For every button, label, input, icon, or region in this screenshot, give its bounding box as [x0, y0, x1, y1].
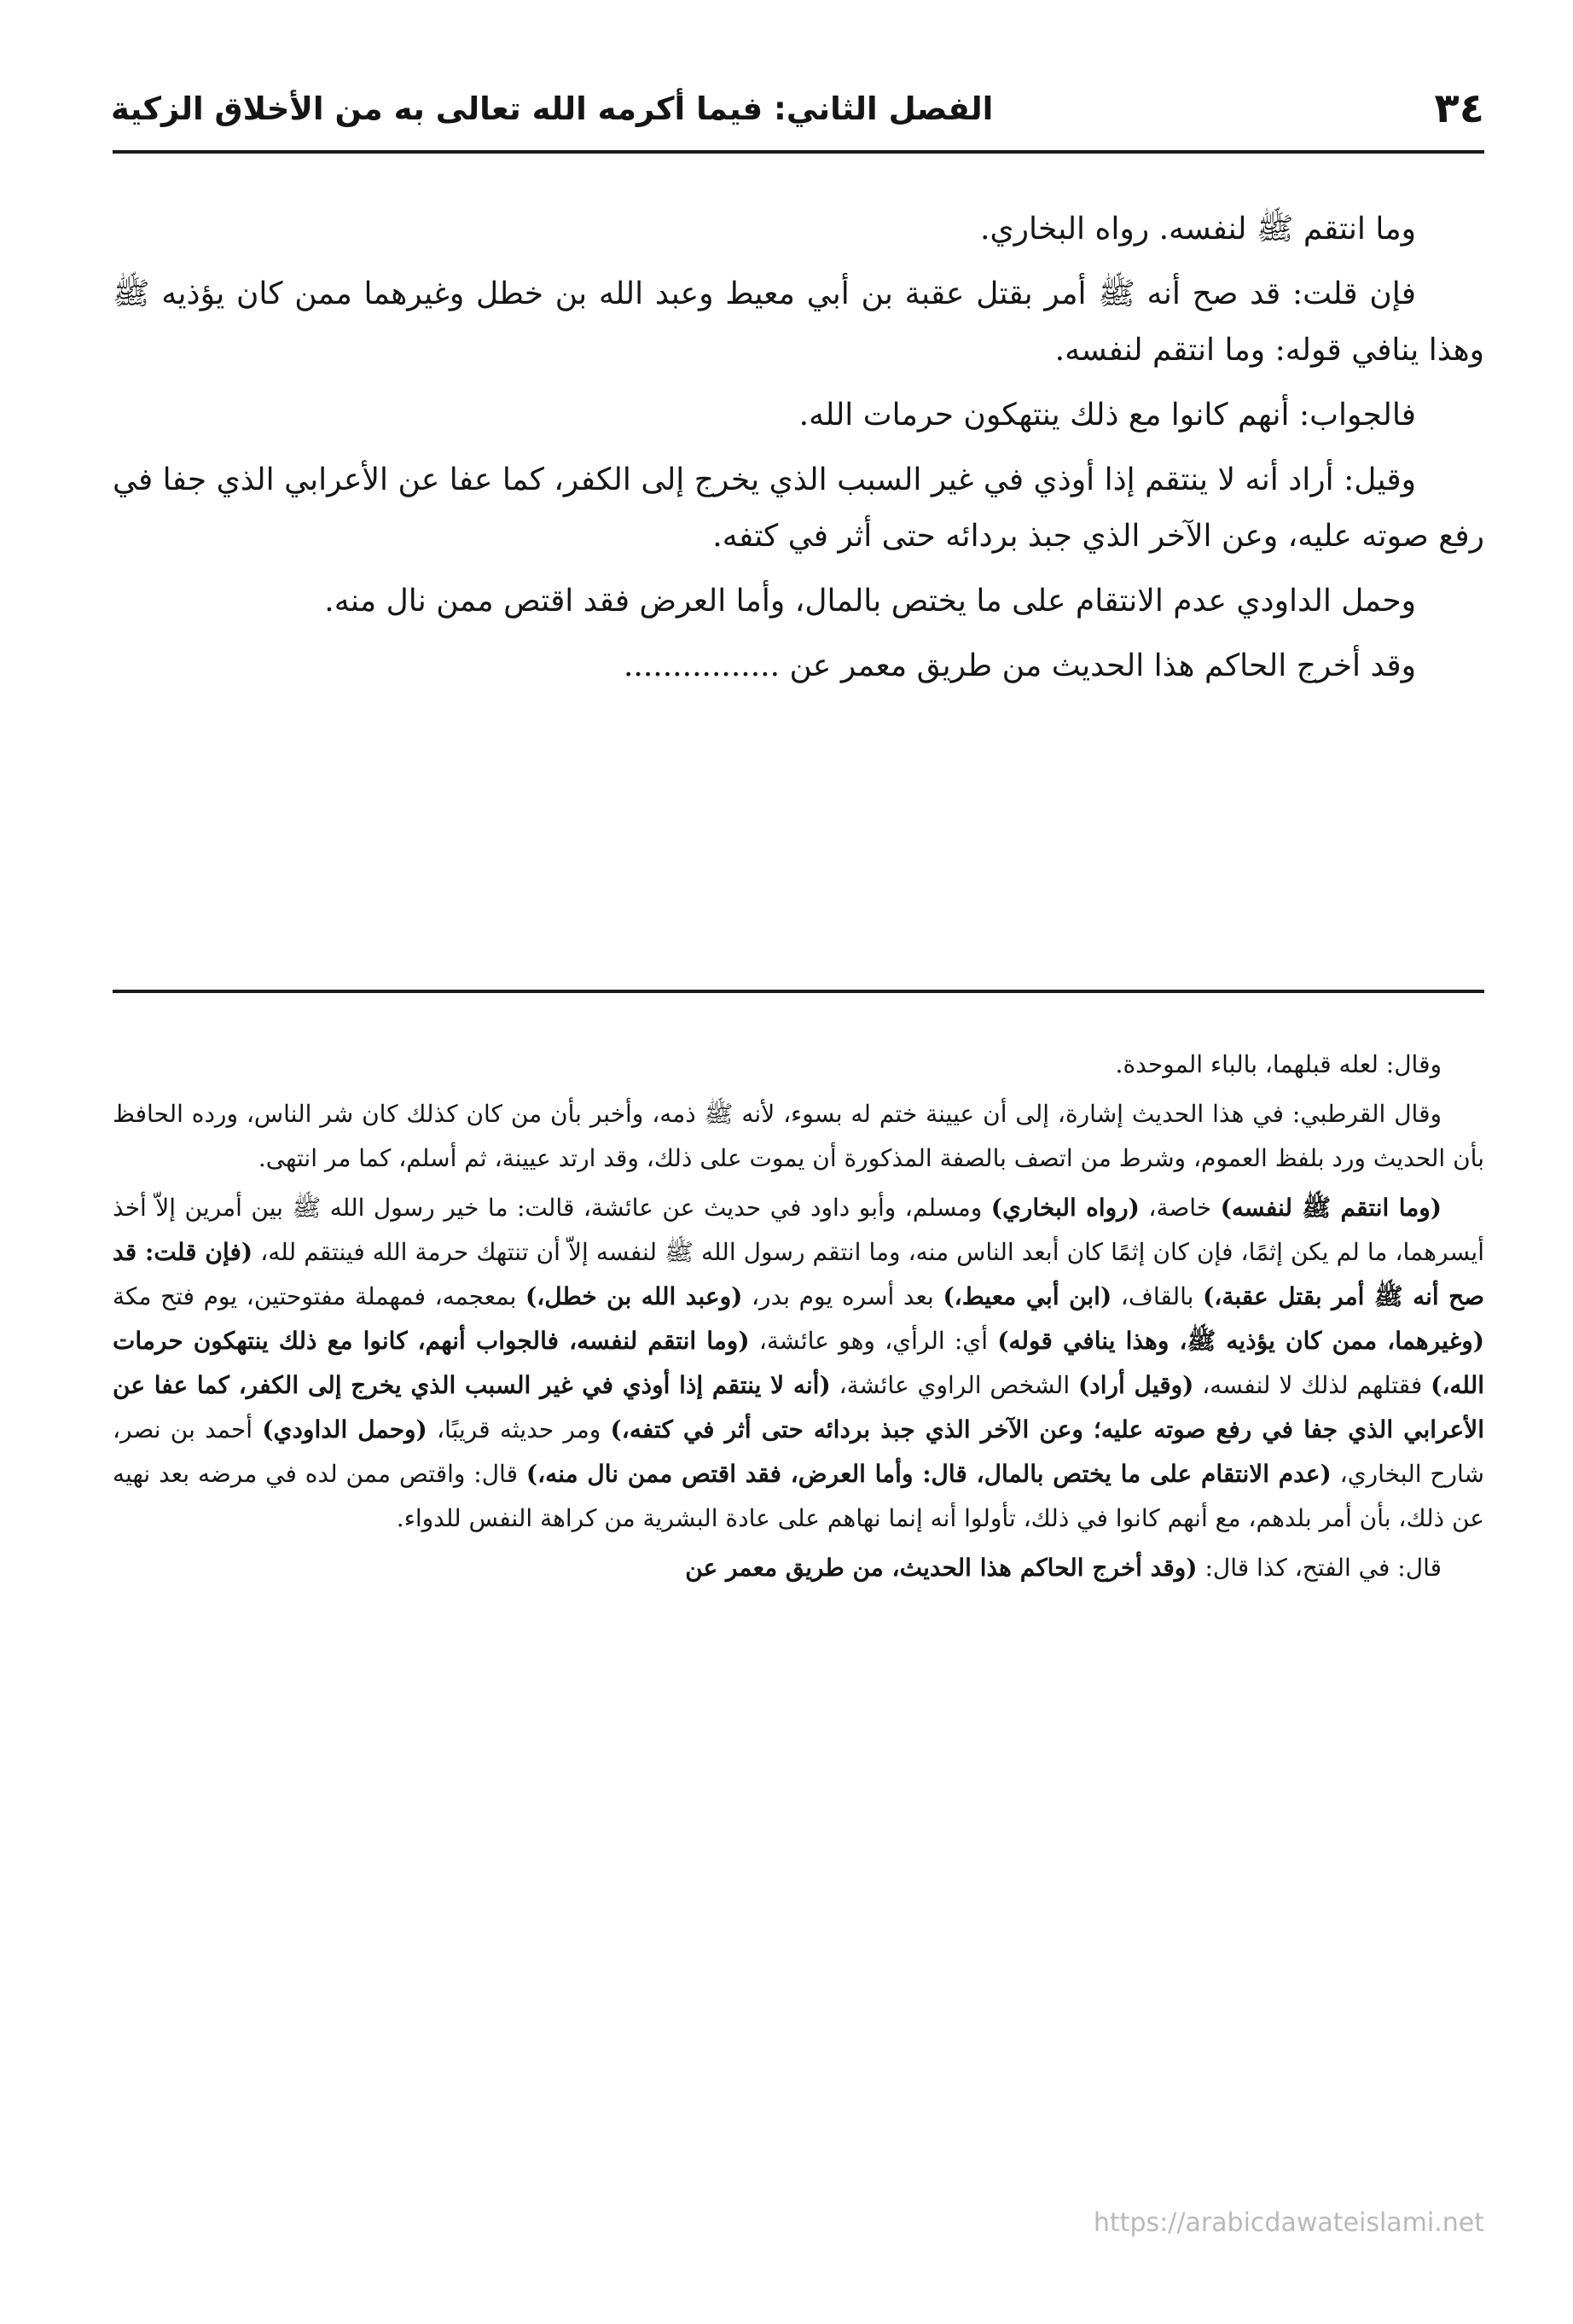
quoted-matn-text: (ابن أبي معيط،) [943, 1282, 1112, 1310]
commentary-run: بعد أسره يوم بدر، [742, 1282, 943, 1310]
commentary-run: قال: واقتص ممن لده في مرضه بعد نهيه عن ذلك، بأن أمر بلدهم، مع أنهم كانوا في ذلك، تأولوا أنه إنما نهاهم على عادة البشرية من كراهة النفس للدواء. [113, 1460, 1484, 1532]
commentary-paragraph [113, 1092, 1484, 1181]
quoted-matn-text: (وقد أخرج الحاكم هذا الحديث، من طريق معمر عن [685, 1554, 1198, 1582]
commentary-run: ومر حديثه قريبًا، [427, 1415, 611, 1444]
page-number: ٣٤ [1434, 84, 1484, 132]
matn-text [113, 201, 1484, 703]
commentary-run: أي: الرأي، وهو عائشة، [749, 1327, 998, 1355]
watermark-url: https://arabicdawateislami.net [1093, 2208, 1484, 2238]
commentary-paragraph [113, 1186, 1484, 1541]
quoted-matn-text: (وقيل أراد) [1078, 1371, 1194, 1399]
header-rule [113, 150, 1484, 154]
commentary-text [113, 1043, 1484, 1595]
quoted-matn-text: (رواه البخاري) [990, 1194, 1140, 1222]
commentary-run: قال: في الفتح، كذا قال: [1197, 1554, 1442, 1582]
page-header [111, 70, 1484, 147]
commentary-paragraph [113, 1546, 1484, 1590]
commentary-run: أحمد بن نصر، شارح البخاري، [113, 1415, 1485, 1488]
commentary-run: بمعجمه، فمهملة مفتوحتين، يوم فتح مكة [113, 1282, 525, 1310]
quoted-matn-text: (وعبد الله بن خطل،) [525, 1282, 743, 1310]
matn-paragraph: وقيل: أراد أنه لا ينتقم إذا أوذي في غير السبب الذي يخرج إلى الكفر، كما عفا عن الأعرابي الذي جفا في رفع صوته عليه، وعن الآخر الذي جبذ بردائه حتى أثر في كتفه. [113, 462, 1484, 554]
quoted-matn-text: (وما انتقم لنفسه، فالجواب أنهم، كانوا مع ذلك ينتهكون حرمات الله،) [113, 1327, 1485, 1399]
quoted-matn-text: (وما انتقم ﷺ لنفسه) [1220, 1194, 1442, 1222]
matn-paragraph: وما انتقم ﷺ لنفسه. رواه البخاري. [980, 212, 1416, 247]
quoted-matn-text: (فإن قلت: قد صح أنه ﷺ أمر بقتل عقبة،) [113, 1238, 1484, 1310]
commentary-run: وقال: لعله قبلهما، بالباء الموحدة. [1115, 1050, 1442, 1078]
commentary-paragraph [113, 1043, 1484, 1087]
matn-paragraph: فإن قلت: قد صح أنه ﷺ أمر بقتل عقبة بن أبي معيط وعبد الله بن خطل وغيرهما ممن كان يؤذيه ﷺ وهذا ينافي قوله: وما انتقم لنفسه. [113, 276, 1484, 368]
commentary-run: فقتلهم لذلك لا لنفسه، [1193, 1371, 1431, 1399]
quoted-matn-text: (عدم الانتقام على ما يختص بالمال، قال: وأما العرض، فقد اقتص ممن نال منه،) [525, 1460, 1332, 1488]
matn-paragraph: فالجواب: أنهم كانوا مع ذلك ينتهكون حرمات الله. [798, 398, 1416, 433]
commentary-run: خاصة، [1139, 1194, 1221, 1222]
running-title: الفصل الثاني: فيما أكرمه الله تعالى به من الأخلاق الزكية [111, 90, 994, 127]
matn-paragraph: وقد أخرج الحاكم هذا الحديث من طريق معمر عن ................ [623, 648, 1416, 683]
commentary-run: بالقاف، [1112, 1282, 1204, 1310]
section-divider [113, 990, 1484, 993]
quoted-matn-text: (وغيرهما، ممن كان يؤذيه ﷺ، وهذا ينافي قوله) [997, 1327, 1484, 1355]
commentary-run: الشخص الراوي عائشة، [830, 1371, 1078, 1399]
commentary-run: ومسلم، وأبو داود في حديث عن عائشة، قالت: ما خير رسول الله ﷺ بين أمرين إلاّ أخذ أيسرهما، ما لم يكن إثمًا، فإن كان إثمًا كان أبعد الناس منه، وما انتقم رسول الله ﷺ لنفسه إلاّ أن تنتهك حرمة الله فينتقم لله، [113, 1194, 1484, 1266]
quoted-matn-text: (أنه لا ينتقم إذا أوذي في غير السبب الذي يخرج إلى الكفر، كما عفا عن الأعرابي الذي جفا في رفع صوته عليه؛ وعن الآخر الذي جبذ بردائه حتى أثر في كتفه،) [113, 1371, 1484, 1444]
matn-paragraph: وحمل الداودي عدم الانتقام على ما يختص بالمال، وأما العرض فقد اقتص ممن نال منه. [324, 584, 1416, 619]
quoted-matn-text: (وحمل الداودي) [262, 1415, 427, 1444]
commentary-run: وقال القرطبي: في هذا الحديث إشارة، إلى أن عيينة ختم له بسوء، لأنه ﷺ ذمه، وأخبر بأن من كان كذلك كان شر الناس، ورده الحافظ بأن الحديث ورد بلفظ العموم، وشرط من اتصف بالصفة المذكورة أن يموت على ذلك، وقد ارتد عيينة، ثم أسلم، كما مر انتهى. [113, 1100, 1484, 1172]
